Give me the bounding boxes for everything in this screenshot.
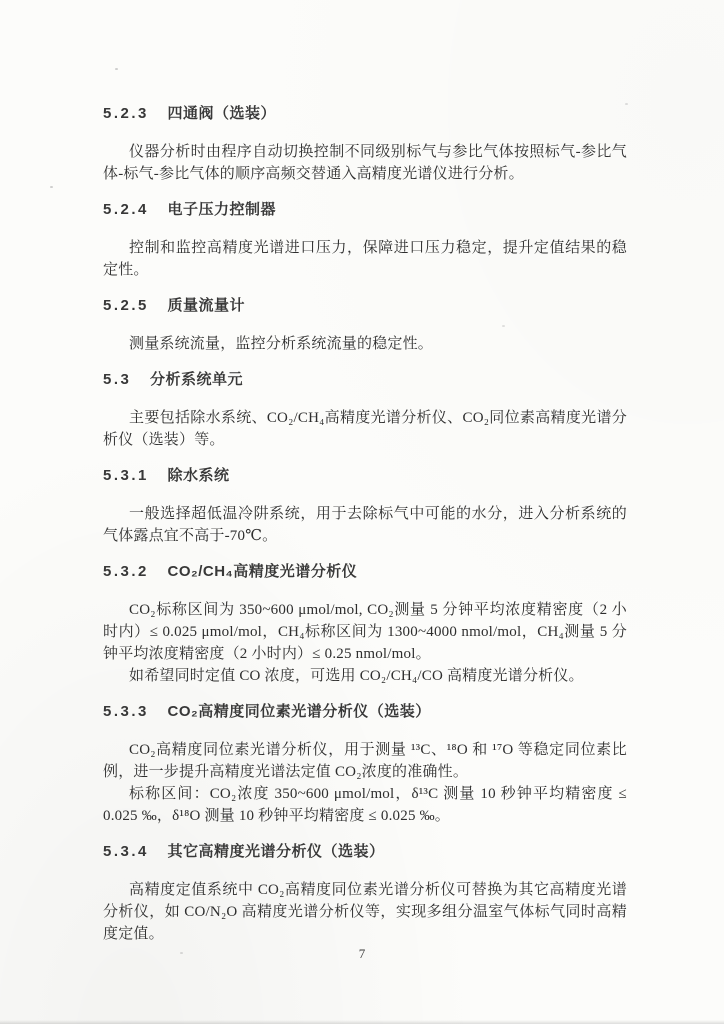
section-number: 5.2.4 xyxy=(103,201,149,218)
paragraph: 一般选择超低温冷阱系统，用于去除标气中可能的水分，进入分析系统的气体露点宜不高于-70℃。 xyxy=(103,506,627,544)
section-number: 5.3 xyxy=(103,371,132,388)
section-title: 质量流量计 xyxy=(167,297,246,314)
scan-speck xyxy=(625,103,628,105)
heading-5-3-3 xyxy=(103,701,627,723)
paragraph: 仪器分析时由程序自动切换控制不同级别标气与参比气体按照标气-参比气体-标气-参比气体的顺序高频交替通入高精度光谱仪进行分析。 xyxy=(103,144,627,182)
scan-speck xyxy=(180,952,183,954)
section-title: CO₂高精度同位素光谱分析仪（选装） xyxy=(167,703,431,720)
section-number: 5.3.4 xyxy=(103,843,149,860)
section-number: 5.3.2 xyxy=(103,563,149,580)
section-number: 5.3.3 xyxy=(103,703,149,720)
scan-speck xyxy=(50,186,53,188)
section-title: 四通阀（选装） xyxy=(167,105,277,122)
paragraph: CO₂高精度同位素光谱分析仪，用于测量 ¹³C、¹⁸O 和 ¹⁷O 等稳定同位素比例，进一步提升高精度光谱法定值 CO₂浓度的准确性。 xyxy=(103,742,627,780)
paragraph: 控制和监控高精度光谱进口压力，保障进口压力稳定，提升定值结果的稳定性。 xyxy=(103,240,627,278)
section-number: 5.2.3 xyxy=(103,105,149,122)
paragraph: 测量系统流量，监控分析系统流量的稳定性。 xyxy=(129,336,434,352)
heading-5-3-4 xyxy=(103,841,627,863)
document-body xyxy=(103,103,627,959)
paragraph: 主要包括除水系统、CO₂/CH₄高精度光谱分析仪、CO₂同位素高精度光谱分析仪（选装）等。 xyxy=(103,410,627,448)
heading-5-3-2 xyxy=(103,561,627,583)
paragraph: CO₂标称区间为 350~600 μmol/mol, CO₂测量 5 分钟平均浓度精密度（2 小时内）≤ 0.025 μmol/mol，CH₄标称区间为 1300~4000 nmol/mol，CH₄测量 5 分钟平均浓度精密度（2 小时内）≤ 0.25 nmol/mol。 xyxy=(103,602,627,662)
scan-edge-shadow xyxy=(0,1020,724,1024)
section-title: 分析系统单元 xyxy=(150,371,244,388)
page-number: 7 xyxy=(358,946,366,961)
heading-5-3-1 xyxy=(103,465,627,487)
section-title: CO₂/CH₄高精度光谱分析仪 xyxy=(167,563,358,580)
heading-5-2-5 xyxy=(103,295,627,317)
scan-speck xyxy=(502,325,505,327)
section-title: 除水系统 xyxy=(167,467,230,484)
paragraph: 高精度定值系统中 CO₂高精度同位素光谱分析仪可替换为其它高精度光谱分析仪，如 CO/N₂O 高精度光谱分析仪等，实现多组分温室气体标气同时高精度定值。 xyxy=(103,882,627,942)
section-number: 5.2.5 xyxy=(103,297,149,314)
paragraph: 如希望同时定值 CO 浓度，可选用 CO₂/CH₄/CO 高精度光谱分析仪。 xyxy=(129,668,584,684)
section-title: 电子压力控制器 xyxy=(167,201,277,218)
heading-5-2-3 xyxy=(103,103,627,125)
paragraph: 标称区间：CO₂浓度 350~600 μmol/mol，δ¹³C 测量 10 秒钟平均精密度 ≤ 0.025 ‰，δ¹⁸O 测量 10 秒钟平均精密度 ≤ 0.025 ‰。 xyxy=(103,786,627,824)
heading-5-3 xyxy=(103,369,627,391)
heading-5-2-4 xyxy=(103,199,627,221)
section-title: 其它高精度光谱分析仪（选装） xyxy=(167,843,385,860)
section-number: 5.3.1 xyxy=(103,467,149,484)
scan-speck xyxy=(115,68,118,70)
